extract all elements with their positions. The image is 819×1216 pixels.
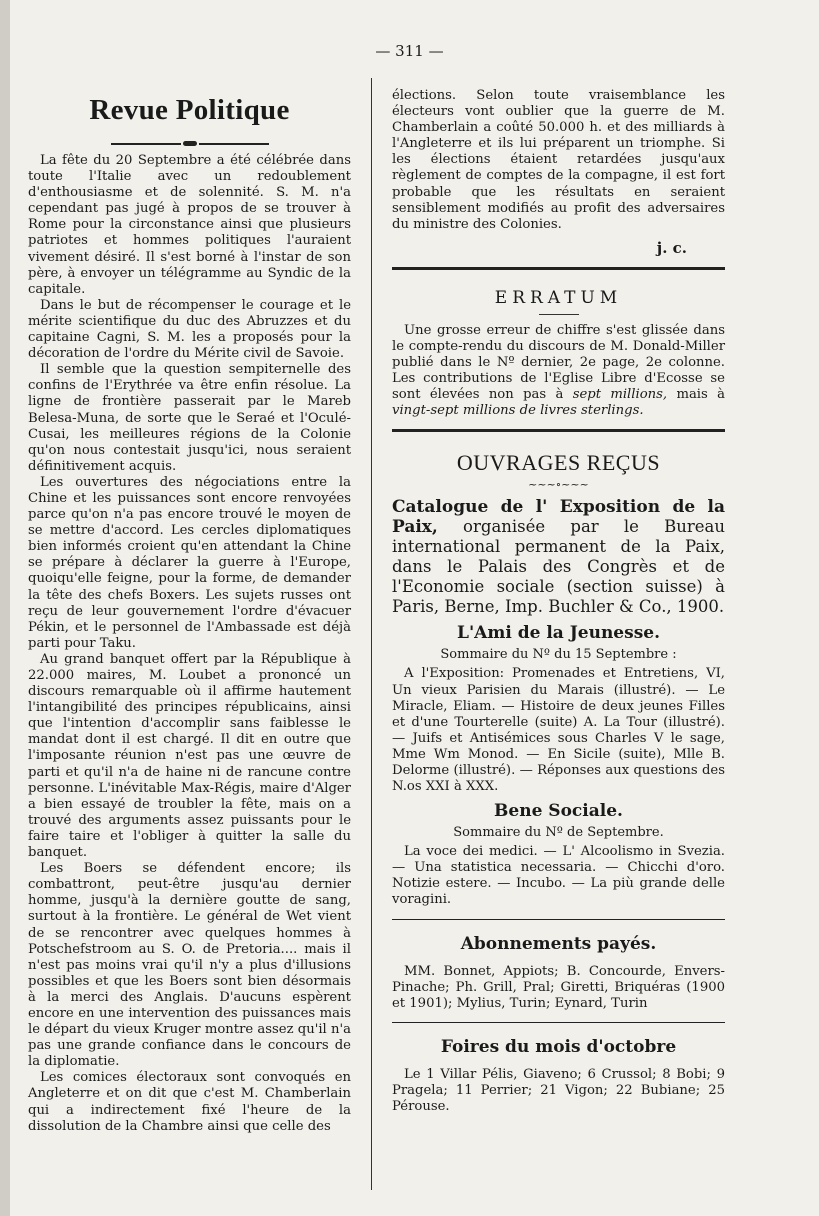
title-ornament [28, 133, 351, 141]
erratum-heading: ERRATUM [494, 287, 623, 308]
ami-sommaire: Sommaire du Nº du 15 Septembre : [440, 647, 677, 663]
left-column [28, 88, 351, 1135]
bene-contents: La voce dei medici. — L' Alcoolismo in Svezia. — Una statistica necessaria. — Chicchi d'oro. Notizie estere. — Incubo. — La più grande delle voragini. [392, 844, 725, 908]
section-rule [392, 267, 725, 270]
bene-heading: Bene Sociale. [494, 801, 623, 822]
article-paragraph: Les ouvertures des négociations entre la Chine et les puissances sont encore renvoyées parce qu'on n'a pas encore trouvé le moyen de se mettre d'accord. Les cercles diplomatiques bien informés croient qu'en attendant la Chine se prépare à déclarer la guerre à l'Europe, quoiqu'elle feigne, pour la forme, de demander la tête des chefs Boxers. Les sujets russes ont reçu de leur gouvernement l'ordre d'évacuer Pékin, et le personnel de l'Ambassade est déjà parti pour Taku. [28, 474, 351, 651]
ami-contents: A l'Exposition: Promenades et Entretiens, VI, Un vieux Parisien du Marais (illustré). — Le Miracle, Eliam. — Histoire de deux jeunes Filles et d'une Tourterelle (suite) A. La Tour (illustré). — Juifs et Antisémices sous Charles V le sage, Mme Wm Monod. — En Sicile (suite), Mlle B. Delorme (illustré). — Réponses aux questions des N.os XXI à XXX. [392, 666, 725, 795]
right-column [392, 88, 725, 1115]
erratum-text: Une grosse erreur de chiffre s'est glissée dans le compte-rendu du discours de M. Donald-Miller publié dans le Nº dernier, 2e page, 2e colonne. Les contributions de l'Eglise Libre d'Ecosse se sont élevées non pas à sept millions, mais à vingt-sept millions de livres sterlings. [392, 322, 725, 419]
article-paragraph: Les Boers se défendent encore; ils combattront, peut-être jusqu'au dernier homme, jusqu'à la dernière goutte de sang, surtout à la frontière. Le général de Wet vient de se rencontrer avec quelques hommes à Potschefstroom au S. O. de Pretoria.... mais il n'est pas moins vrai qu'il n'y a plus d'illusions possibles et que les Boers sont bien désormais à la merci des Anglais. D'aucuns espèrent encore en une intervention des puissances mais le départ du vieux Kruger montre assez qu'il n'a pas une grande confiance dans le concours de la diplomatie. [28, 861, 351, 1070]
ami-heading: L'Ami de la Jeunesse. [457, 623, 660, 644]
foires-text: Le 1 Villar Pélis, Giaveno; 6 Crussol; 8 Bobi; 9 Pragela; 11 Perrier; 21 Vigon; 22 Bubiane; 25 Pérouse. [392, 1066, 725, 1114]
column-divider [371, 78, 372, 1190]
catalogue-entry: Catalogue de l' Exposition de la Paix, organisée par le Bureau international permanent de la Paix, dans le Palais des Congrès et de l'Economie sociale (section suisse) à Paris, Berne, Imp. Buchler & Co., 1900. [392, 497, 725, 617]
section-rule [392, 919, 725, 920]
abonnements-heading: Abonnements payés. [460, 933, 657, 954]
article-paragraph: La fête du 20 Septembre a été célébrée dans toute l'Italie avec un redoublement d'enthousiasme et de solennité. S. M. n'a cependant pas jugé à propos de se trouver à Rome pour la circonstance ainsi que plusieurs patriotes et hommes politiques l'auraient vivement désiré. Il s'est borné à l'instar de son père, à envoyer un télégramme au Syndic de la capitale. [28, 153, 351, 297]
abonnements-text: MM. Bonnet, Appiots; B. Concourde, Envers-Pinache; Ph. Grill, Pral; Giretti, Briquéras (1900 et 1901); Mylius, Turin; Eynard, Turin [392, 963, 725, 1011]
section-rule [392, 1022, 725, 1023]
article-paragraph: Au grand banquet offert par la République à 22.000 maires, M. Loubet a prononcé un discours remarquable où il affirme hautement l'intangibilité des principes républicains, ainsi que l'intention d'accomplir sans faiblesse le mandat dont il est chargé. Il dit en outre que l'imposante réunion n'est pas une œuvre de parti et qu'il n'a de haine ni de rancune contre personne. L'inévitable Max-Régis, maire d'Alger a bien essayé de troubler la fête, mais on a trouvé des arguments assez puissants pour le faire taire et l'obliger à quitter la salle du banquet. [28, 651, 351, 861]
section-title: Revue Politique [89, 94, 290, 126]
page-number: — 311 — [375, 42, 444, 60]
article-paragraph: Il semble que la question sempiternelle des confins de l'Erythrée va être enfin résolue. La ligne de frontière passerait par le Mareb Belesa-Muna, de sorte que le Seraé et l'Oculé-Cusai, les meilleures régions de la Colonie qu'on nous contestait jusqu'ici, nous seraient définitivement acquis. [28, 362, 351, 474]
scan-margin-shadow [0, 0, 10, 1216]
article-continuation: élections. Selon toute vraisemblance les électeurs vont oublier que la guerre de M. Chamberlain a coûté 50.000 h. et des milliards à l'Angleterre et ils lui préparent un triomphe. Si les élections étaient retardées jusqu'aux règlement de comptes de la compagne, il est fort probable que les résultats en seraient sensiblement modifiés au profit des adversaires du ministre des Colonies. [392, 88, 725, 232]
ouvrages-heading: OUVRAGES REÇUS [456, 450, 661, 476]
article-paragraph: Les comices électoraux sont convoqués en Angleterre et on dit que c'est M. Chamberlain qui a indirectement fixé l'heure de la dissolution de la Chambre ainsi que celle des [28, 1070, 351, 1134]
flourish-ornament: ~~~∘~~~ [528, 478, 589, 492]
author-signature: j. c. [656, 238, 687, 257]
section-rule [392, 429, 725, 432]
short-rule [539, 314, 579, 315]
article-paragraph: Dans le but de récompenser le courage et le mérite scientifique du duc des Abruzzes et du capitaine Cagni, S. M. les a proposés pour la décoration de l'ordre du Mérite civil de Savoie. [28, 297, 351, 362]
bene-sommaire: Sommaire du Nº de Septembre. [453, 825, 664, 841]
foires-heading: Foires du mois d'octobre [440, 1036, 677, 1057]
